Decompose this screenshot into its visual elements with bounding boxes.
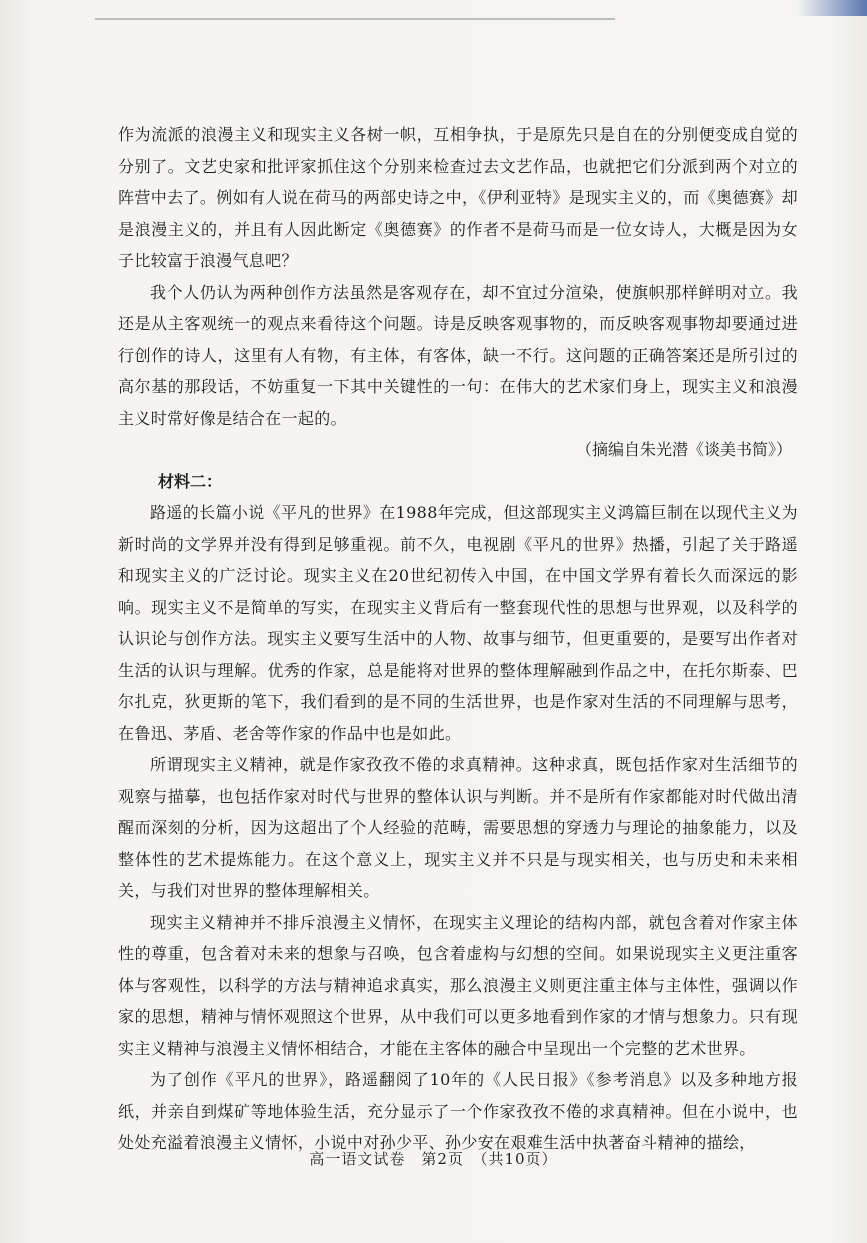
paragraph-continued: 作为流派的浪漫主义和现实主义各树一帜，互相争执，于是原先只是自在的分别便变成自觉的分别了。文艺史家和批评家抓住这个分别来检查过去文艺作品，也就把它们分派到两个对立的阵营中去了。例如有人说在荷马的两部史诗之中，《伊利亚特》是现实主义的，而《奥德赛》却是浪漫主义的，并且有人因此断定《奥德赛》的作者不是荷马而是一位女诗人，大概是因为女子比较富于浪漫气息吧？ [118, 125, 798, 270]
material-two-paragraph-2: 所谓现实主义精神，就是作家孜孜不倦的求真精神。这种求真，既包括作家对生活细节的观察与描摹，也包括作家对时代与世界的整体认识与判断。并不是所有作家都能对时代做出清醒而深刻的分析，因为这超出了个人经验的范畴，需要思想的穿透力与理论的抽象能力，以及整体性的艺术提炼能力。在这个意义上，现实主义并不只是与现实相关，也与历史和未来相关，与我们对世界的整体理解相关。 [118, 755, 798, 900]
material-two-paragraph-1: 路遥的长篇小说《平凡的世界》在1988年完成，但这部现实主义鸿篇巨制在以现代主义为新时尚的文学界并没有得到足够重视。前不久，电视剧《平凡的世界》热播，引起了关于路遥和现实主义的广泛讨论。现实主义在20世纪初传入中国，在中国文学界有着长久而深远的影响。现实主义不是简单的写实，在现实主义背后有一整套现代性的思想与世界观，以及科学的认识论与创作方法。现实主义要写生活中的人物、故事与细节，但更重要的，是要写出作者对生活的认识与理解。优秀的作家，总是能将对世界的整体理解融到作品之中，在托尔斯泰、巴尔扎克，狄更斯的笔下，我们看到的是不同的生活世界，也是作家对生活的不同理解与思考，在鲁迅、茅盾、老舍等作家的作品中也是如此。 [118, 503, 798, 743]
source-citation: （摘编自朱光潜《谈美书简》） [575, 440, 792, 459]
paragraph-author-view: 我个人仍认为两种创作方法虽然是客观存在，却不宜过分渲染，使旗帜那样鲜明对立。我还是从主客观统一的观点来看待这个问题。诗是反映客观事物的，而反映客观事物却要通过进行创作的诗人，这里有人有物，有主体，有客体，缺一不行。这问题的正确答案还是所引过的高尔基的那段话，不妨重复一下其中关键性的一句：在伟大的艺术家们身上，现实主义和浪漫主义时常好像是结合在一起的。 [118, 282, 798, 428]
section-title-material-two: 材料二： [158, 471, 223, 491]
scan-edge-line [95, 8, 615, 20]
scan-corner-mark [797, 0, 867, 16]
material-two-paragraph-4: 为了创作《平凡的世界》，路遥翻阅了10年的《人民日报》《参考消息》以及多种地方报纸，并亲自到煤矿等地体验生活，充分显示了一个作家孜孜不倦的求真精神。但在小说中，也处处充溢着浪漫主义情怀，小说中对孙少平、孙少安在艰难生活中执著奋斗精神的描绘， [118, 1070, 798, 1152]
page-content [118, 119, 798, 1159]
page-footer: 高一语文试卷 第2页 （共10页） [309, 1150, 558, 1168]
material-two-paragraph-3: 现实主义精神并不排斥浪漫主义情怀，在现实主义理论的结构内部，就包含着对作家主体性的尊重，包含着对未来的想象与召唤，包含着虚构与幻想的空间。如果说现实主义更注重客体与客观性，以科学的方法与精神追求真实，那么浪漫主义则更注重主体与主体性，强调以作家的思想，精神与情怀观照这个世界，从中我们可以更多地看到作家的才情与想象力。只有现实主义精神与浪漫主义情怀相结合，才能在主客体的融合中呈现出一个完整的艺术世界。 [118, 912, 798, 1058]
